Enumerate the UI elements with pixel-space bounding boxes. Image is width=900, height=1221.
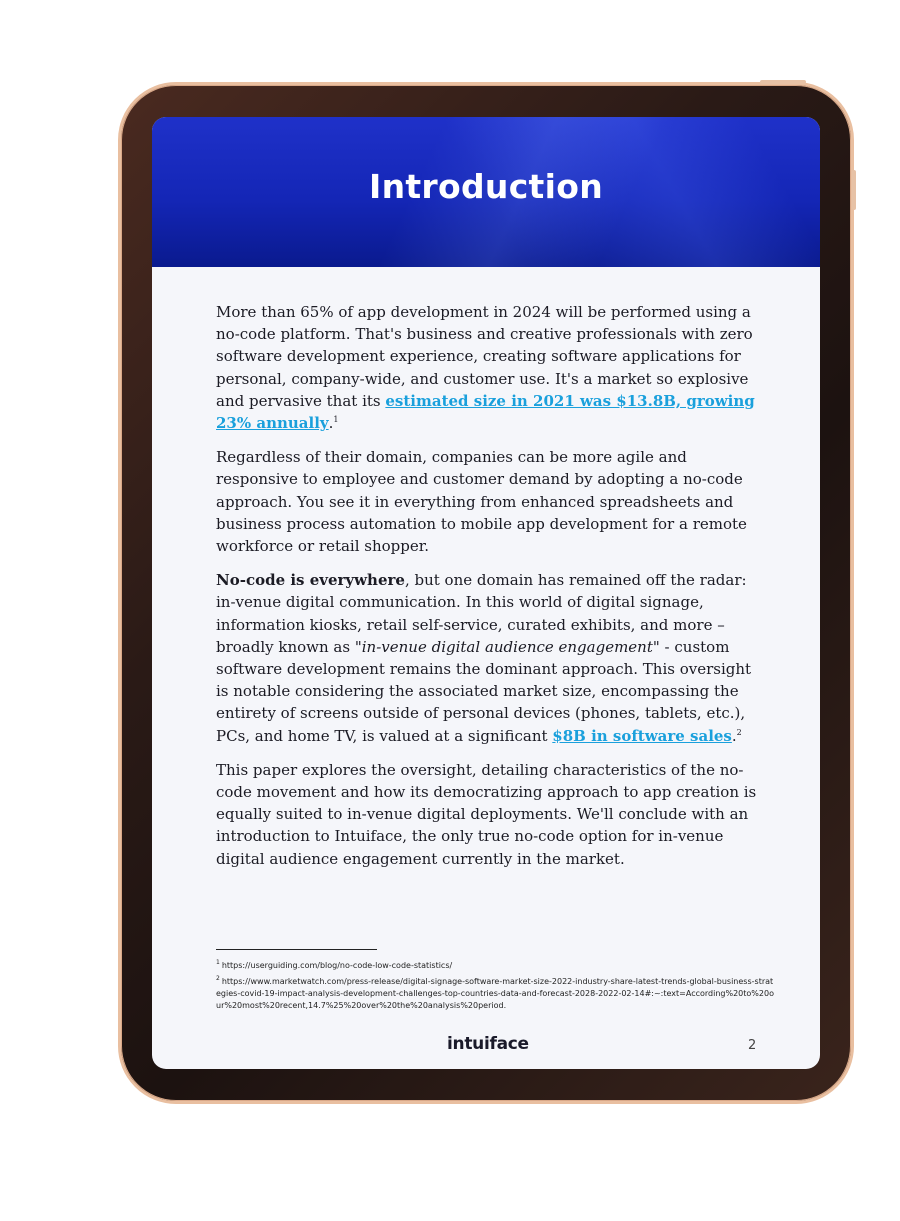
paragraph-1: More than 65% of app development in 2024 will be performed using a no-code platform. That's business and creative professionals with zero software development experience, creating software applications for personal, company-wide, and customer use. It's a market so explosive and pervasive that its estimated size in 2021 was $13.8B, growing 23% annually.$^1$ [216,303,755,433]
footnote-divider [216,949,377,950]
tablet-side-button [852,170,856,210]
footnotes [216,960,776,1016]
page-number: 2 [748,1038,757,1053]
intuiface-logo: intuiface [447,1034,529,1054]
title-banner [152,117,820,267]
software-sales-link[interactable]: $8B in software sales [552,726,732,745]
document-page [152,117,820,1069]
footnote-2: $^2$ https://www.marketwatch.com/press-release/digital-signage-software-market-size-2022-industry-share-latest-trends-global-business-strategies-covid-19-impact-analysis-development-challenges-top-countries-data-and-forecast-2028-2022-02-14#:~:text=According%20to%20our%20most%20recent,14.7%25%20over%20the%20analysis%20period. [216,975,774,1010]
italic-phrase: "in-venue digital audience engagement" [354,637,660,656]
footnote-ref-2: 2 [736,727,742,737]
document-body [216,301,762,882]
footnote-1: $^1$ https://userguiding.com/blog/no-code-low-code-statistics/ [216,959,453,970]
footnote-ref-1: 1 [333,415,339,425]
page-title: Introduction [368,167,604,206]
market-size-link[interactable]: estimated size in 2021 was $13.8B, growing 23% annually [216,391,755,433]
paragraph-2: Regardless of their domain, companies can be more agile and responsive to employee and customer demand by adopting a no-code approach. You see it in everything from enhanced spreadsheets and business process automation to mobile app development for a remote workforce or retail shopper. [216,448,747,556]
bold-phrase: No-code is everywhere [216,571,405,590]
paragraph-3: No-code is everywhere, but one domain has remained off the radar: in-venue digital communication. In this world of digital signage, information kiosks, retail self-service, curated exhibits, and more – broadly known as "in-venue digital audience engagement" - custom software development remains the dominant approach. This oversight is notable considering the associated market size, encompassing the entirety of screens outside of personal devices (phones, tablets, etc.), PCs, and home TV, is valued at a significant $8B in software sales.$^2$ [216,571,752,745]
footnote-1-url[interactable]: https://userguiding.com/blog/no-code-low-code-statistics/ [221,961,453,970]
footnote-2-url[interactable]: https://www.marketwatch.com/press-release/digital-signage-software-market-size-2022-industry-share-latest-trends-global-business-strategies-covid-19-impact-analysis-development-challenges-top-countries-data-and-forecast-2028-2022-02-14#:~:text=According%20to%20our%20most%20recent,14.7%25%20over%20the%20analysis%20period. [216,977,774,1010]
paragraph-4: This paper explores the oversight, detailing characteristics of the no-code movement and how its democratizing approach to app creation is equally suited to in-venue digital deployments. We'll conclude with an introduction to Intuiface, the only true no-code option for in-venue digital audience engagement currently in the market. [216,760,757,868]
tablet-top-button [760,80,806,84]
